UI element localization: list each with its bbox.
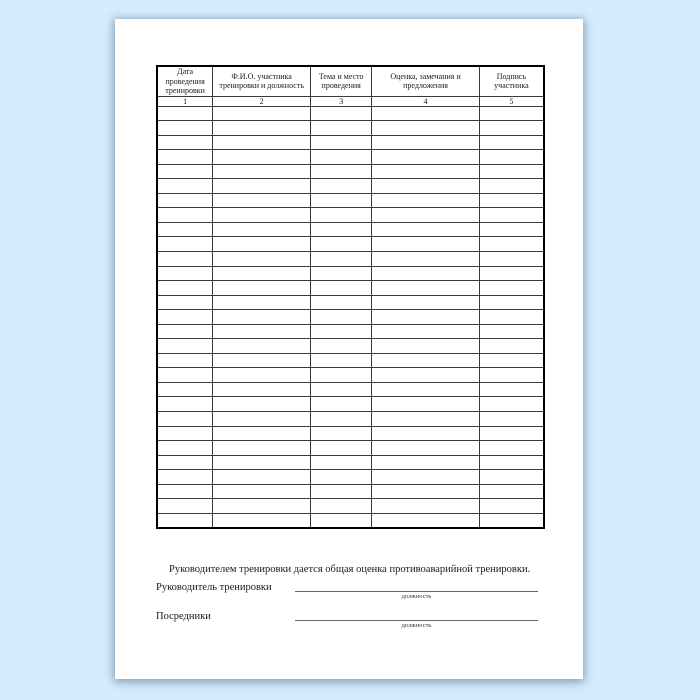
- table-cell: [157, 441, 213, 456]
- table-cell: [372, 382, 480, 397]
- table-cell: [213, 484, 311, 499]
- table-cell: [157, 484, 213, 499]
- signature-field-leader: [295, 582, 538, 601]
- table-cell: [372, 164, 480, 179]
- table-cell: [157, 513, 213, 528]
- table-header-row: [157, 66, 544, 96]
- table-cell: [311, 397, 372, 412]
- table-cell: [479, 266, 544, 281]
- table-cell: [372, 150, 480, 165]
- table-cell: [479, 339, 544, 354]
- table-cell: [372, 484, 480, 499]
- table-row: [157, 164, 544, 179]
- table-cell: [479, 135, 544, 150]
- table-cell: [311, 121, 372, 136]
- table-cell: [372, 310, 480, 325]
- table-cell: [479, 150, 544, 165]
- table-row: [157, 499, 544, 514]
- table-row: [157, 339, 544, 354]
- table-cell: [213, 135, 311, 150]
- table-cell: [213, 499, 311, 514]
- table-cell: [479, 470, 544, 485]
- table-row: [157, 426, 544, 441]
- table-cell: [311, 484, 372, 499]
- table-cell: [479, 441, 544, 456]
- table-cell: [479, 353, 544, 368]
- table-row: [157, 208, 544, 223]
- table-cell: [311, 368, 372, 383]
- table-row: [157, 411, 544, 426]
- table-cell: [311, 324, 372, 339]
- table-row: [157, 121, 544, 136]
- table-row: [157, 135, 544, 150]
- table-cell: [479, 513, 544, 528]
- table-cell: [213, 426, 311, 441]
- header-topic-place: Тема и место проведения: [311, 66, 372, 96]
- table-cell: [311, 164, 372, 179]
- table-row: [157, 368, 544, 383]
- table-cell: [213, 150, 311, 165]
- table-empty-rows: [157, 106, 544, 528]
- table-cell: [372, 121, 480, 136]
- table-cell: [157, 193, 213, 208]
- table-row: [157, 251, 544, 266]
- table-cell: [311, 411, 372, 426]
- table-cell: [372, 237, 480, 252]
- table-cell: [157, 455, 213, 470]
- table-cell: [372, 135, 480, 150]
- table-cell: [479, 499, 544, 514]
- signature-line: [295, 611, 538, 621]
- table-row: [157, 237, 544, 252]
- table-cell: [479, 455, 544, 470]
- table-cell: [157, 368, 213, 383]
- table-row: [157, 455, 544, 470]
- table-cell: [213, 411, 311, 426]
- table-cell: [213, 222, 311, 237]
- table-cell: [311, 513, 372, 528]
- table-cell: [157, 411, 213, 426]
- table-cell: [311, 193, 372, 208]
- column-number: 2: [213, 96, 311, 106]
- header-participant-signature: Подпись участника: [479, 66, 544, 96]
- table-row: [157, 106, 544, 121]
- table-cell: [479, 251, 544, 266]
- table-cell: [157, 310, 213, 325]
- signature-label-mediators: Посредники: [156, 611, 211, 622]
- table-row: [157, 179, 544, 194]
- table-cell: [311, 310, 372, 325]
- table-cell: [213, 179, 311, 194]
- table-cell: [213, 324, 311, 339]
- table-cell: [479, 222, 544, 237]
- table-row: [157, 281, 544, 296]
- table-cell: [213, 441, 311, 456]
- table-cell: [372, 266, 480, 281]
- table-cell: [372, 411, 480, 426]
- table-cell: [372, 441, 480, 456]
- table-cell: [311, 251, 372, 266]
- table-cell: [311, 455, 372, 470]
- table-row: [157, 222, 544, 237]
- table-cell: [372, 179, 480, 194]
- table-cell: [479, 426, 544, 441]
- table-row: [157, 310, 544, 325]
- column-number: 3: [311, 96, 372, 106]
- table-cell: [479, 295, 544, 310]
- table-cell: [479, 208, 544, 223]
- table-cell: [372, 499, 480, 514]
- table-cell: [157, 179, 213, 194]
- table-cell: [372, 353, 480, 368]
- table-cell: [213, 281, 311, 296]
- table-cell: [311, 353, 372, 368]
- signature-label-leader: Руководитель тренировки: [156, 582, 272, 593]
- table-cell: [157, 135, 213, 150]
- table-cell: [311, 281, 372, 296]
- table-cell: [479, 237, 544, 252]
- table-cell: [372, 426, 480, 441]
- table-cell: [213, 295, 311, 310]
- table-cell: [157, 150, 213, 165]
- table-cell: [213, 353, 311, 368]
- signature-field-mediators: [295, 611, 538, 630]
- table-cell: [157, 470, 213, 485]
- table-row: [157, 150, 544, 165]
- table-cell: [479, 193, 544, 208]
- overall-evaluation-note: Руководителем тренировки дается общая оценка противоаварийной тренировки.: [169, 564, 531, 575]
- column-number: 5: [479, 96, 544, 106]
- table-cell: [213, 513, 311, 528]
- table-cell: [213, 251, 311, 266]
- table-cell: [311, 382, 372, 397]
- table-row: [157, 193, 544, 208]
- table-cell: [372, 106, 480, 121]
- table-cell: [311, 222, 372, 237]
- table-cell: [157, 266, 213, 281]
- table-cell: [157, 382, 213, 397]
- table-cell: [372, 339, 480, 354]
- table-cell: [157, 281, 213, 296]
- table-cell: [157, 222, 213, 237]
- table-row: [157, 295, 544, 310]
- table-cell: [157, 208, 213, 223]
- table-cell: [157, 426, 213, 441]
- table-cell: [479, 411, 544, 426]
- table-cell: [213, 397, 311, 412]
- table-row: [157, 324, 544, 339]
- table-cell: [213, 266, 311, 281]
- table-cell: [213, 455, 311, 470]
- table-row: [157, 484, 544, 499]
- table-row: [157, 513, 544, 528]
- table-cell: [311, 106, 372, 121]
- table-cell: [479, 382, 544, 397]
- table-cell: [372, 208, 480, 223]
- table-cell: [479, 484, 544, 499]
- table-cell: [479, 281, 544, 296]
- table-cell: [311, 426, 372, 441]
- table-row: [157, 266, 544, 281]
- signature-row-mediators: [156, 611, 538, 635]
- table-cell: [157, 397, 213, 412]
- table-cell: [372, 455, 480, 470]
- table-cell: [157, 324, 213, 339]
- column-number: 4: [372, 96, 480, 106]
- table-cell: [311, 339, 372, 354]
- header-evaluation-remarks: Оценка, замечания и предложения: [372, 66, 480, 96]
- table-cell: [311, 295, 372, 310]
- table-cell: [311, 179, 372, 194]
- table-cell: [479, 179, 544, 194]
- table-cell: [157, 499, 213, 514]
- table-cell: [213, 368, 311, 383]
- table-cell: [157, 295, 213, 310]
- table-cell: [157, 237, 213, 252]
- table-cell: [372, 397, 480, 412]
- table-cell: [213, 208, 311, 223]
- table-cell: [213, 382, 311, 397]
- table-cell: [213, 470, 311, 485]
- document-page: [115, 19, 583, 679]
- table-cell: [157, 121, 213, 136]
- column-number-row: [157, 96, 544, 106]
- table-cell: [479, 397, 544, 412]
- table-cell: [157, 106, 213, 121]
- table-cell: [311, 499, 372, 514]
- table-cell: [213, 237, 311, 252]
- table-cell: [157, 353, 213, 368]
- table-cell: [213, 193, 311, 208]
- table-cell: [213, 339, 311, 354]
- signature-line: [295, 582, 538, 592]
- table-cell: [213, 310, 311, 325]
- signature-caption-position: должность: [401, 622, 432, 629]
- table-cell: [213, 164, 311, 179]
- table-cell: [372, 295, 480, 310]
- table-cell: [479, 164, 544, 179]
- table-cell: [372, 281, 480, 296]
- table-cell: [372, 513, 480, 528]
- table-cell: [311, 135, 372, 150]
- signature-row-leader: [156, 582, 538, 606]
- table-cell: [479, 324, 544, 339]
- table-row: [157, 470, 544, 485]
- table-cell: [372, 368, 480, 383]
- table-row: [157, 353, 544, 368]
- signature-caption-position: должность: [401, 593, 432, 600]
- header-participant-name-position: Ф.И.О. участника тренировки и должность: [213, 66, 311, 96]
- table-cell: [479, 121, 544, 136]
- table-cell: [479, 310, 544, 325]
- table-row: [157, 441, 544, 456]
- table-cell: [311, 266, 372, 281]
- table-cell: [372, 251, 480, 266]
- table-row: [157, 397, 544, 412]
- table-cell: [372, 222, 480, 237]
- table-cell: [213, 121, 311, 136]
- table-cell: [157, 164, 213, 179]
- table-cell: [372, 324, 480, 339]
- table-cell: [311, 208, 372, 223]
- table-cell: [157, 251, 213, 266]
- training-log-table: [156, 65, 545, 529]
- table-row: [157, 382, 544, 397]
- table-cell: [479, 368, 544, 383]
- table-cell: [311, 237, 372, 252]
- table-cell: [213, 106, 311, 121]
- table-cell: [311, 150, 372, 165]
- column-number: 1: [157, 96, 213, 106]
- table-cell: [311, 470, 372, 485]
- table-cell: [479, 106, 544, 121]
- table-cell: [372, 470, 480, 485]
- table-cell: [157, 339, 213, 354]
- table-cell: [372, 193, 480, 208]
- header-training-date: Дата проведения тренировки: [157, 66, 213, 96]
- table-cell: [311, 441, 372, 456]
